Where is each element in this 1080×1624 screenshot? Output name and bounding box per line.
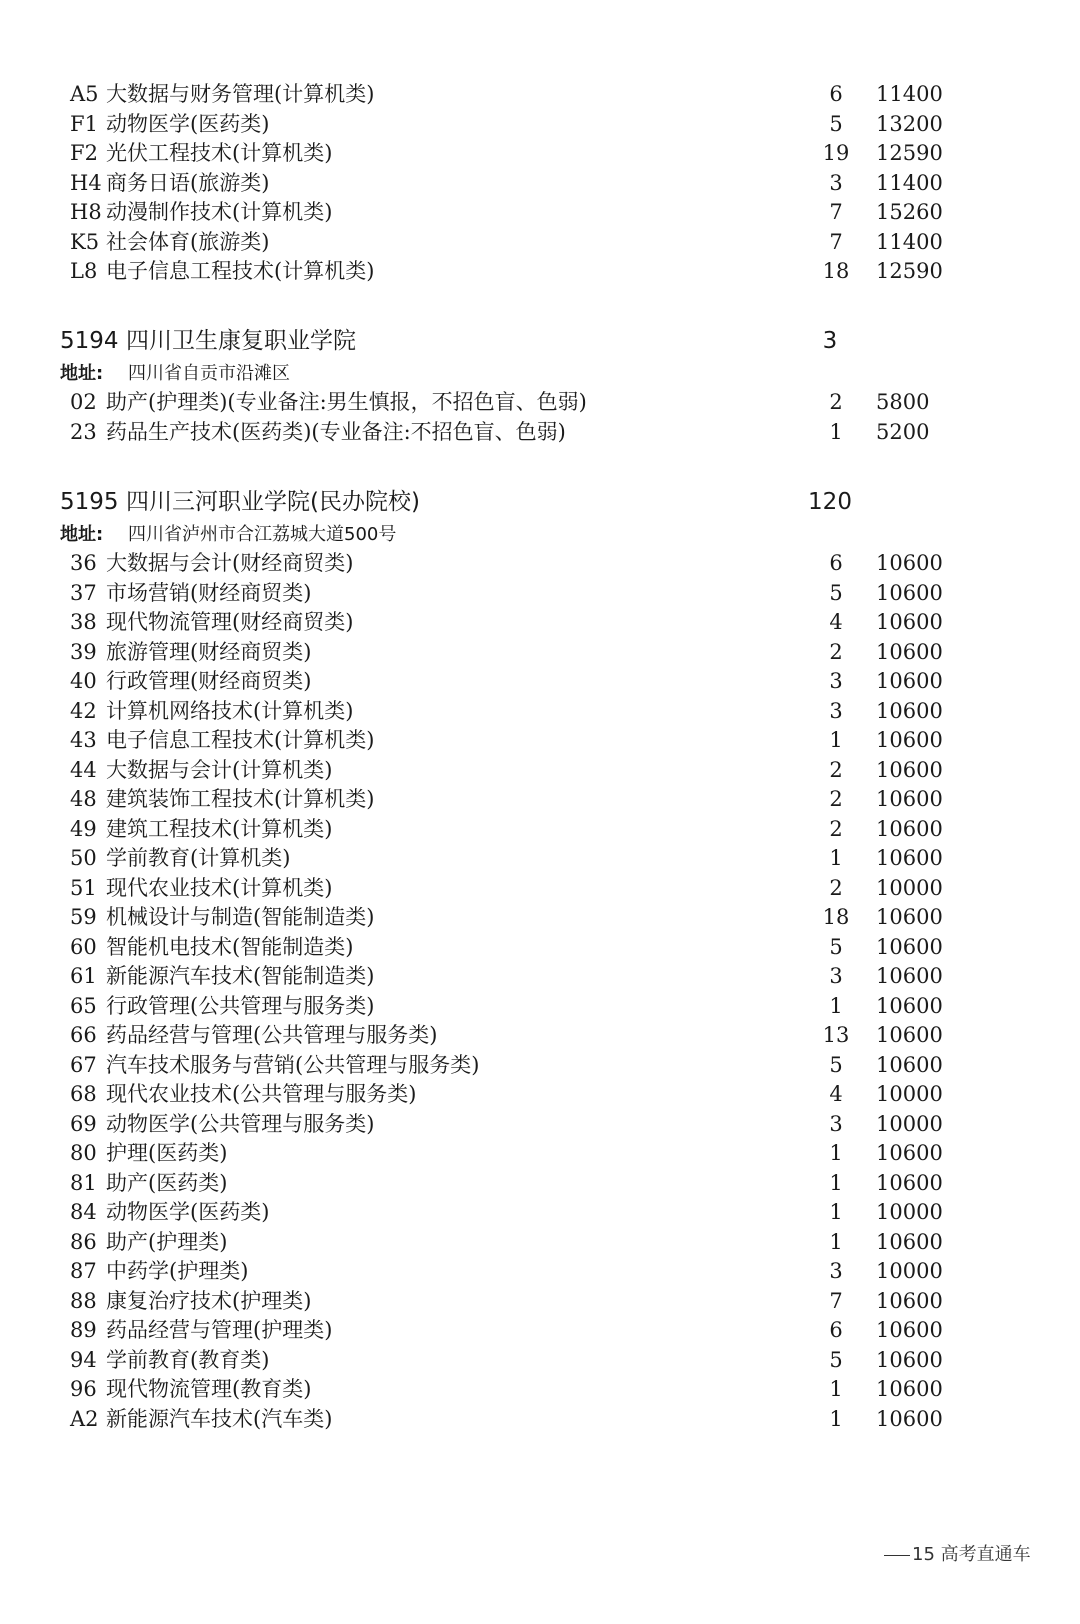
school-name: 四川三河职业学院(民办院校) [126, 489, 420, 515]
program-tuition: 10600 [876, 1288, 943, 1313]
program-quota: 19 [822, 141, 850, 165]
school-total-quota: 3 [822, 328, 838, 354]
program-row [0, 726, 1080, 756]
program-quota: 13 [822, 1023, 850, 1047]
program-row [0, 962, 1080, 992]
program-code: 02 [70, 390, 97, 414]
program-tuition: 10600 [876, 846, 943, 870]
program-code: H8 [70, 200, 102, 224]
program-tuition: 10600 [876, 787, 943, 811]
program-name: 药品经营与管理(护理类) [106, 1318, 333, 1342]
program-tuition: 10600 [876, 1170, 943, 1195]
address-value: 四川省泸州市合江荔城大道500号 [128, 524, 397, 545]
program-row [0, 1405, 1080, 1435]
program-name: 光伏工程技术(计算机类) [106, 141, 333, 165]
program-row [0, 1021, 1080, 1051]
program-tuition: 12590 [876, 141, 943, 165]
program-code: 87 [70, 1259, 97, 1283]
school-header [0, 484, 1080, 520]
program-row [0, 80, 1080, 110]
program-row [0, 1080, 1080, 1110]
program-code: K5 [70, 229, 100, 254]
program-quota: 2 [829, 757, 843, 782]
program-name: 现代农业技术(公共管理与服务类) [106, 1082, 417, 1106]
program-code: 65 [70, 993, 97, 1018]
school-name: 四川卫生康复职业学院 [126, 328, 356, 354]
program-code: 50 [70, 846, 97, 870]
program-code: 66 [70, 1023, 97, 1047]
program-name: 大数据与财务管理(计算机类) [106, 82, 375, 106]
program-tuition: 10600 [876, 551, 943, 575]
school-id: 5195 [60, 489, 119, 515]
program-row [0, 1051, 1080, 1081]
program-tuition: 11400 [876, 229, 943, 254]
footer-dash [884, 1555, 910, 1556]
program-name: 动漫制作技术(计算机类) [106, 200, 333, 224]
program-tuition: 10600 [876, 580, 943, 605]
program-quota: 7 [829, 200, 843, 224]
program-row [0, 1346, 1080, 1376]
program-name: 建筑工程技术(计算机类) [106, 816, 333, 841]
program-quota: 1 [829, 1406, 843, 1431]
school-total-quota: 120 [808, 489, 852, 515]
page-number: 15 [912, 1544, 935, 1565]
program-code: 37 [70, 580, 97, 605]
program-code: 67 [70, 1052, 97, 1077]
program-name: 药品生产技术(医药类)(专业备注:不招色盲、色弱) [106, 419, 566, 444]
program-tuition: 10000 [876, 1082, 943, 1106]
program-quota: 18 [822, 905, 850, 929]
program-code: 84 [70, 1200, 97, 1224]
program-code: 39 [70, 639, 97, 664]
program-list [0, 388, 1080, 447]
program-tuition: 10600 [876, 993, 943, 1018]
program-quota: 3 [829, 1259, 843, 1283]
program-code: 51 [70, 875, 97, 900]
program-row [0, 1375, 1080, 1405]
program-code: 68 [70, 1082, 97, 1106]
program-code: 60 [70, 934, 97, 959]
program-row [0, 608, 1080, 638]
program-name: 计算机网络技术(计算机类) [106, 698, 354, 723]
program-name: 助产(护理类) [106, 1229, 228, 1254]
program-quota: 5 [829, 1052, 843, 1077]
program-name: 电子信息工程技术(计算机类) [106, 259, 375, 283]
program-code: 44 [70, 757, 97, 782]
program-row [0, 169, 1080, 199]
program-row [0, 228, 1080, 258]
program-row [0, 874, 1080, 904]
program-tuition: 10600 [876, 1229, 943, 1254]
program-name: 中药学(护理类) [106, 1259, 249, 1283]
program-row [0, 198, 1080, 228]
program-quota: 3 [829, 1111, 843, 1136]
continued-program-list [0, 80, 1080, 287]
program-name: 机械设计与制造(智能制造类) [106, 905, 375, 929]
program-row [0, 933, 1080, 963]
program-row [0, 418, 1080, 448]
program-quota: 6 [829, 1318, 843, 1342]
program-row [0, 257, 1080, 287]
program-tuition: 15260 [876, 200, 943, 224]
program-code: 61 [70, 964, 97, 988]
program-name: 行政管理(财经商贸类) [106, 669, 312, 693]
program-quota: 1 [829, 993, 843, 1018]
program-quota: 2 [829, 787, 843, 811]
program-row [0, 388, 1080, 418]
program-tuition: 10600 [876, 816, 943, 841]
program-tuition: 10600 [876, 669, 943, 693]
program-code: 40 [70, 669, 97, 693]
program-name: 助产(护理类)(专业备注:男生慎报，不招色盲、色弱) [106, 390, 587, 414]
program-row [0, 815, 1080, 845]
program-quota: 7 [829, 1288, 843, 1313]
program-name: 建筑装饰工程技术(计算机类) [106, 787, 375, 811]
program-row [0, 549, 1080, 579]
program-tuition: 10600 [876, 610, 943, 634]
program-quota: 1 [829, 846, 843, 870]
program-row [0, 1257, 1080, 1287]
program-code: 59 [70, 905, 97, 929]
program-quota: 1 [829, 728, 843, 752]
program-name: 学前教育(教育类) [106, 1347, 270, 1372]
program-row [0, 110, 1080, 140]
program-code: 38 [70, 610, 97, 634]
program-tuition: 10600 [876, 1406, 943, 1431]
program-row [0, 1139, 1080, 1169]
program-quota: 18 [822, 259, 850, 283]
program-tuition: 13200 [876, 111, 943, 136]
program-name: 动物医学(公共管理与服务类) [106, 1111, 375, 1136]
program-name: 助产(医药类) [106, 1170, 228, 1195]
program-name: 商务日语(旅游类) [106, 170, 270, 195]
program-quota: 1 [829, 1377, 843, 1401]
program-tuition: 10600 [876, 1052, 943, 1077]
program-quota: 2 [829, 390, 843, 414]
program-name: 动物医学(医药类) [106, 111, 270, 136]
program-quota: 2 [829, 639, 843, 664]
program-row [0, 697, 1080, 727]
program-name: 护理(医药类) [106, 1141, 228, 1165]
program-row [0, 1287, 1080, 1317]
program-quota: 3 [829, 170, 843, 195]
program-name: 市场营销(财经商贸类) [106, 580, 312, 605]
program-row [0, 667, 1080, 697]
program-code: 81 [70, 1170, 97, 1195]
address-label: 地址: [60, 524, 104, 545]
program-tuition: 10600 [876, 1141, 943, 1165]
program-tuition: 10600 [876, 1318, 943, 1342]
page-footer [884, 1540, 1031, 1566]
program-tuition: 10600 [876, 1377, 943, 1401]
program-name: 新能源汽车技术(智能制造类) [106, 964, 375, 988]
program-row [0, 579, 1080, 609]
program-row [0, 992, 1080, 1022]
program-row [0, 638, 1080, 668]
program-name: 汽车技术服务与营销(公共管理与服务类) [106, 1052, 480, 1077]
program-row [0, 1316, 1080, 1346]
program-name: 智能机电技术(智能制造类) [106, 934, 354, 959]
program-row [0, 1110, 1080, 1140]
program-tuition: 10000 [876, 1259, 943, 1283]
program-tuition: 10600 [876, 905, 943, 929]
program-code: 69 [70, 1111, 97, 1136]
program-quota: 5 [829, 1347, 843, 1372]
watermark-text: 高考直通车 [940, 1544, 1031, 1565]
program-code: A5 [70, 82, 99, 106]
program-code: 49 [70, 816, 97, 841]
program-tuition: 10600 [876, 1023, 943, 1047]
program-quota: 1 [829, 1141, 843, 1165]
program-code: 80 [70, 1141, 97, 1165]
program-code: 94 [70, 1347, 97, 1372]
program-code: L8 [70, 259, 98, 283]
program-row [0, 785, 1080, 815]
program-code: A2 [70, 1406, 99, 1431]
program-name: 行政管理(公共管理与服务类) [106, 993, 375, 1018]
program-quota: 4 [829, 1082, 843, 1106]
program-name: 现代农业技术(计算机类) [106, 875, 333, 900]
program-code: 42 [70, 698, 97, 723]
program-quota: 6 [829, 551, 843, 575]
program-tuition: 10600 [876, 934, 943, 959]
program-quota: 1 [829, 1200, 843, 1224]
address-value: 四川省自贡市沿滩区 [128, 363, 290, 384]
program-name: 大数据与会计(财经商贸类) [106, 551, 354, 575]
school-address [0, 359, 1080, 388]
program-name: 药品经营与管理(公共管理与服务类) [106, 1023, 438, 1047]
program-quota: 1 [829, 1170, 843, 1195]
program-tuition: 10600 [876, 757, 943, 782]
program-tuition: 10000 [876, 1111, 943, 1136]
program-row [0, 1228, 1080, 1258]
program-row [0, 903, 1080, 933]
program-quota: 6 [829, 82, 843, 106]
program-quota: 1 [829, 1229, 843, 1254]
program-tuition: 11400 [876, 170, 943, 195]
program-code: F2 [70, 141, 98, 165]
program-code: 86 [70, 1229, 97, 1254]
program-quota: 2 [829, 816, 843, 841]
school-id: 5194 [60, 328, 119, 354]
program-tuition: 10600 [876, 698, 943, 723]
program-quota: 5 [829, 111, 843, 136]
program-quota: 3 [829, 964, 843, 988]
program-quota: 5 [829, 580, 843, 605]
program-tuition: 5800 [876, 390, 930, 414]
program-quota: 4 [829, 610, 843, 634]
address-label: 地址: [60, 363, 104, 384]
program-code: 36 [70, 551, 97, 575]
program-name: 新能源汽车技术(汽车类) [106, 1406, 333, 1431]
program-name: 学前教育(计算机类) [106, 846, 291, 870]
program-name: 电子信息工程技术(计算机类) [106, 728, 375, 752]
program-row [0, 756, 1080, 786]
program-quota: 5 [829, 934, 843, 959]
program-row [0, 1198, 1080, 1228]
program-tuition: 10600 [876, 639, 943, 664]
program-tuition: 10600 [876, 964, 943, 988]
program-code: 96 [70, 1377, 97, 1401]
program-quota: 2 [829, 875, 843, 900]
program-row [0, 844, 1080, 874]
program-code: 43 [70, 728, 97, 752]
program-name: 现代物流管理(财经商贸类) [106, 610, 354, 634]
program-quota: 3 [829, 669, 843, 693]
program-tuition: 10600 [876, 728, 943, 752]
program-quota: 3 [829, 698, 843, 723]
program-code: H4 [70, 170, 102, 195]
program-name: 康复治疗技术(护理类) [106, 1288, 312, 1313]
program-row [0, 1169, 1080, 1199]
program-tuition: 5200 [876, 419, 930, 444]
program-list [0, 549, 1080, 1434]
program-code: F1 [70, 111, 98, 136]
school-section-5195 [0, 484, 1080, 1434]
program-code: 23 [70, 419, 97, 444]
school-address [0, 520, 1080, 549]
program-name: 现代物流管理(教育类) [106, 1377, 312, 1401]
program-tuition: 10600 [876, 1347, 943, 1372]
program-code: 88 [70, 1288, 97, 1313]
program-code: 48 [70, 787, 97, 811]
school-section-5194 [0, 323, 1080, 447]
program-tuition: 12590 [876, 259, 943, 283]
program-code: 89 [70, 1318, 97, 1342]
program-name: 旅游管理(财经商贸类) [106, 639, 312, 664]
school-header [0, 323, 1080, 359]
program-name: 动物医学(医药类) [106, 1200, 270, 1224]
program-quota: 1 [829, 419, 843, 444]
program-tuition: 10000 [876, 1200, 943, 1224]
program-tuition: 11400 [876, 82, 943, 106]
program-quota: 7 [829, 229, 843, 254]
program-name: 大数据与会计(计算机类) [106, 757, 333, 782]
program-tuition: 10000 [876, 875, 943, 900]
program-name: 社会体育(旅游类) [106, 229, 270, 254]
program-row [0, 139, 1080, 169]
